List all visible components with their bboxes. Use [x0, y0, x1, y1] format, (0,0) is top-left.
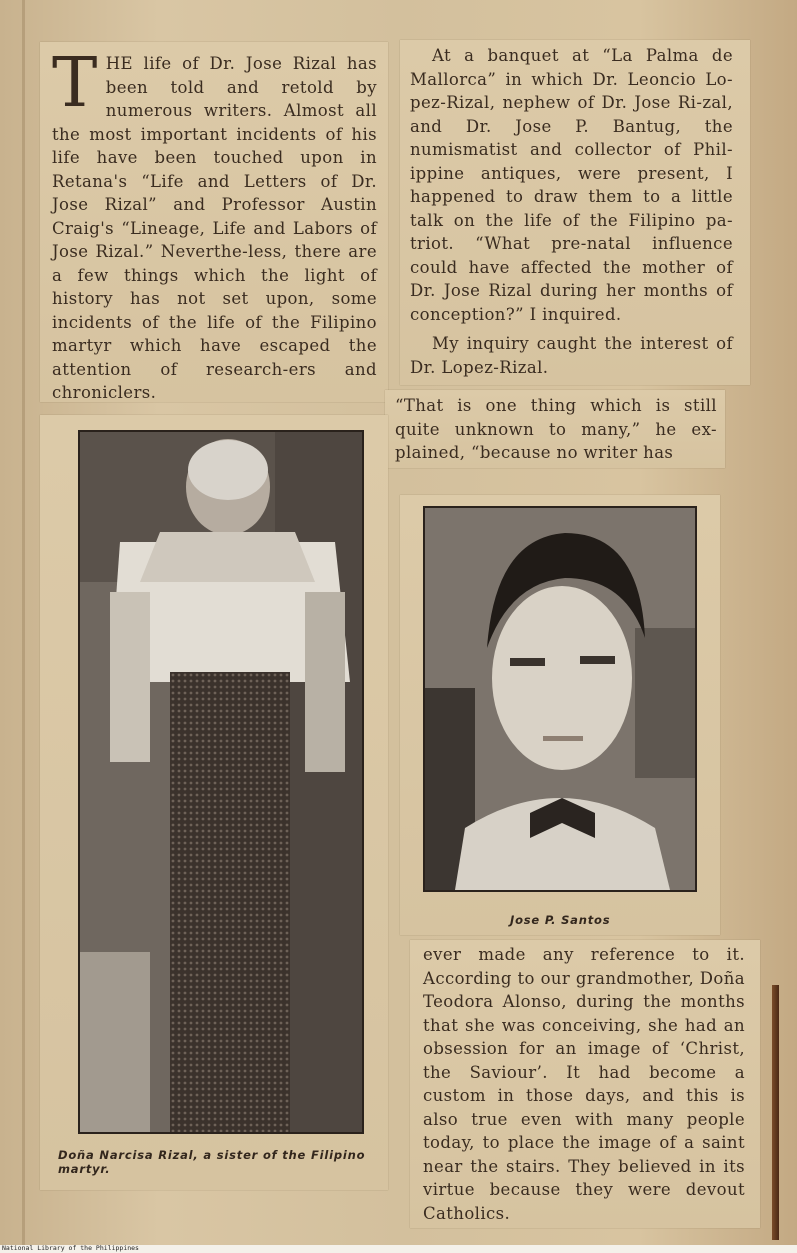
portrait-woman-illustration — [80, 432, 362, 1132]
drop-cap: T — [52, 44, 98, 123]
page-fold — [22, 0, 25, 1245]
portrait-man-illustration — [425, 508, 695, 890]
footer-credit-bar — [0, 1245, 797, 1253]
jose-p-santos-photo — [423, 506, 697, 892]
narcisa-rizal-photo — [78, 430, 364, 1134]
footer-credit: National Library of the Philippines — [2, 1245, 139, 1252]
right-photo-caption: Jose P. Santos — [510, 913, 611, 927]
left-photo-caption: Doña Narcisa Rizal, a sister of the Filipino martyr. — [58, 1148, 366, 1176]
paragraph-banquet: At a banquet at “La Palma de Mallorca” in which Dr. Leoncio Lo-pez-Rizal, nephew of Dr. Jose Ri-zal, and Dr. Jose P. Bantug, the numismatist and collector of Phil-ippine antiques, were present, I happened to draw them to a little talk on the life of the Filipino pa-triot. “What pre-natal influence could have affected the mother of Dr. Jose Rizal during her months of conception?” I inquired. — [410, 46, 733, 324]
paragraph-explained: “That is one thing which is still quite unknown to many,” he ex-plained, “because no writer has — [395, 396, 717, 462]
paragraph-inquiry: My inquiry caught the interest of Dr. Lopez-Rizal. — [410, 334, 733, 377]
binding-edge — [772, 985, 779, 1240]
column-2-upper-block — [410, 44, 733, 379]
paragraph-grandmother: ever made any reference to it. According to our grandmother, Doña Teodora Alonso, during the months that she was conceiving, she had an obsession for an image of ‘Christ, the Saviour’. It had become a custom in those days, and this is also true even with many people today, to place the image of a saint near the stairs. They believed in its virtue because they were devout Catholics. — [423, 945, 745, 1223]
column-1-text-block — [52, 44, 377, 405]
column-1-text: HE life of Dr. Jose Rizal has been told and retold by numerous writers. Almost all the most important incidents of his life have been touched upon in Retana's “Life and Letters of Dr. Jose Rizal” and Professor Austin Craig's “Lineage, Life and Labors of Jose Rizal.” Neverthe-less, there are a few things which the light of history has not set upon, some incidents of the life of the Filipino martyr which have escaped the attention of research-ers and chroniclers. — [52, 54, 377, 402]
